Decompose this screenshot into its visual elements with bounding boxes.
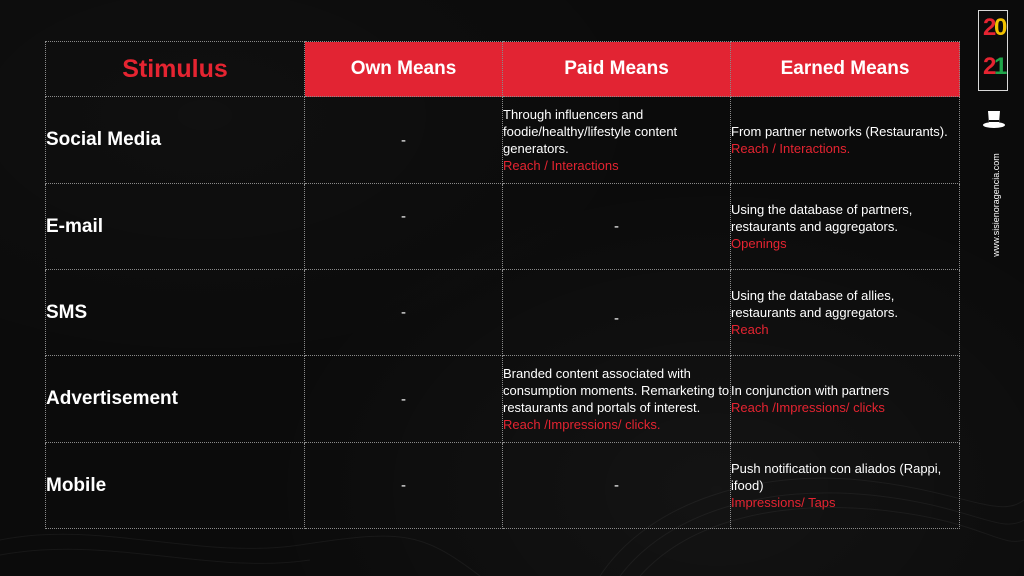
row-label: Social Media xyxy=(46,97,305,184)
earned-means-cell xyxy=(731,356,960,443)
table-row-email xyxy=(46,184,960,270)
cell-metric: Openings xyxy=(731,236,787,251)
website-url: www.sisienoragencia.com xyxy=(991,153,1001,257)
earned-means-cell xyxy=(731,270,960,356)
earned-means-cell xyxy=(731,443,960,529)
paid-means-cell xyxy=(503,184,731,270)
table-row-advertisement xyxy=(46,356,960,443)
own-means-cell xyxy=(305,97,503,184)
cell-value: - xyxy=(614,310,619,327)
cell-value: - xyxy=(401,390,406,408)
cell-value: - xyxy=(614,477,619,494)
cell-text: From partner networks (Restaurants). xyxy=(731,124,948,139)
year-digit: 0 xyxy=(994,14,1008,41)
year-digit: 2 xyxy=(983,53,997,80)
cell-metric: Reach / Interactions xyxy=(503,158,619,173)
table-row-social-media xyxy=(46,97,960,184)
table-header-row xyxy=(46,42,960,97)
own-means-header: Own Means xyxy=(305,42,503,97)
year-logo xyxy=(978,10,1008,91)
cell-text: Push notification con aliados (Rappi, ifood) xyxy=(731,461,942,493)
row-label: SMS xyxy=(46,270,305,356)
paid-means-cell xyxy=(503,97,731,184)
cell-metric: Reach xyxy=(731,322,769,337)
cell-metric: Reach /Impressions/ clicks xyxy=(731,400,885,415)
table-row-mobile xyxy=(46,443,960,529)
paid-means-header: Paid Means xyxy=(503,42,731,97)
earned-means-cell xyxy=(731,97,960,184)
row-label: E-mail xyxy=(46,184,305,270)
top-hat-icon xyxy=(982,108,1006,132)
row-label: Advertisement xyxy=(46,356,305,443)
year-digit: 1 xyxy=(994,53,1008,80)
cell-text: Using the database of partners, restaurants and aggregators. xyxy=(731,202,913,234)
paid-means-cell xyxy=(503,356,731,443)
cell-text: Branded content associated with consumption moments. Remarketing to restaurants and portals of interest. xyxy=(503,366,730,415)
cell-metric: Reach / Interactions. xyxy=(731,141,851,156)
earned-means-cell xyxy=(731,184,960,270)
cell-value: - xyxy=(401,304,406,321)
paid-means-cell xyxy=(503,270,731,356)
earned-means-header: Earned Means xyxy=(731,42,960,97)
cell-value: - xyxy=(614,218,619,235)
paid-means-cell xyxy=(503,443,731,529)
own-means-cell xyxy=(305,184,503,270)
own-means-cell xyxy=(305,270,503,356)
cell-value: - xyxy=(401,131,406,149)
cell-text: In conjunction with partners xyxy=(731,383,890,398)
media-strategy-table xyxy=(45,41,960,529)
row-label: Mobile xyxy=(46,443,305,529)
cell-metric: Reach /Impressions/ clicks. xyxy=(503,417,661,432)
table-row-sms xyxy=(46,270,960,356)
cell-text: Using the database of allies, restaurants and aggregators. xyxy=(731,288,898,320)
cell-value: - xyxy=(401,208,406,225)
cell-text: Through influencers and foodie/healthy/lifestyle content generators. xyxy=(503,107,678,156)
own-means-cell xyxy=(305,356,503,443)
year-digit: 2 xyxy=(983,14,997,41)
own-means-cell xyxy=(305,443,503,529)
cell-value: - xyxy=(401,477,406,494)
cell-metric: Impressions/ Taps xyxy=(731,495,836,510)
stimulus-header: Stimulus xyxy=(46,42,305,97)
